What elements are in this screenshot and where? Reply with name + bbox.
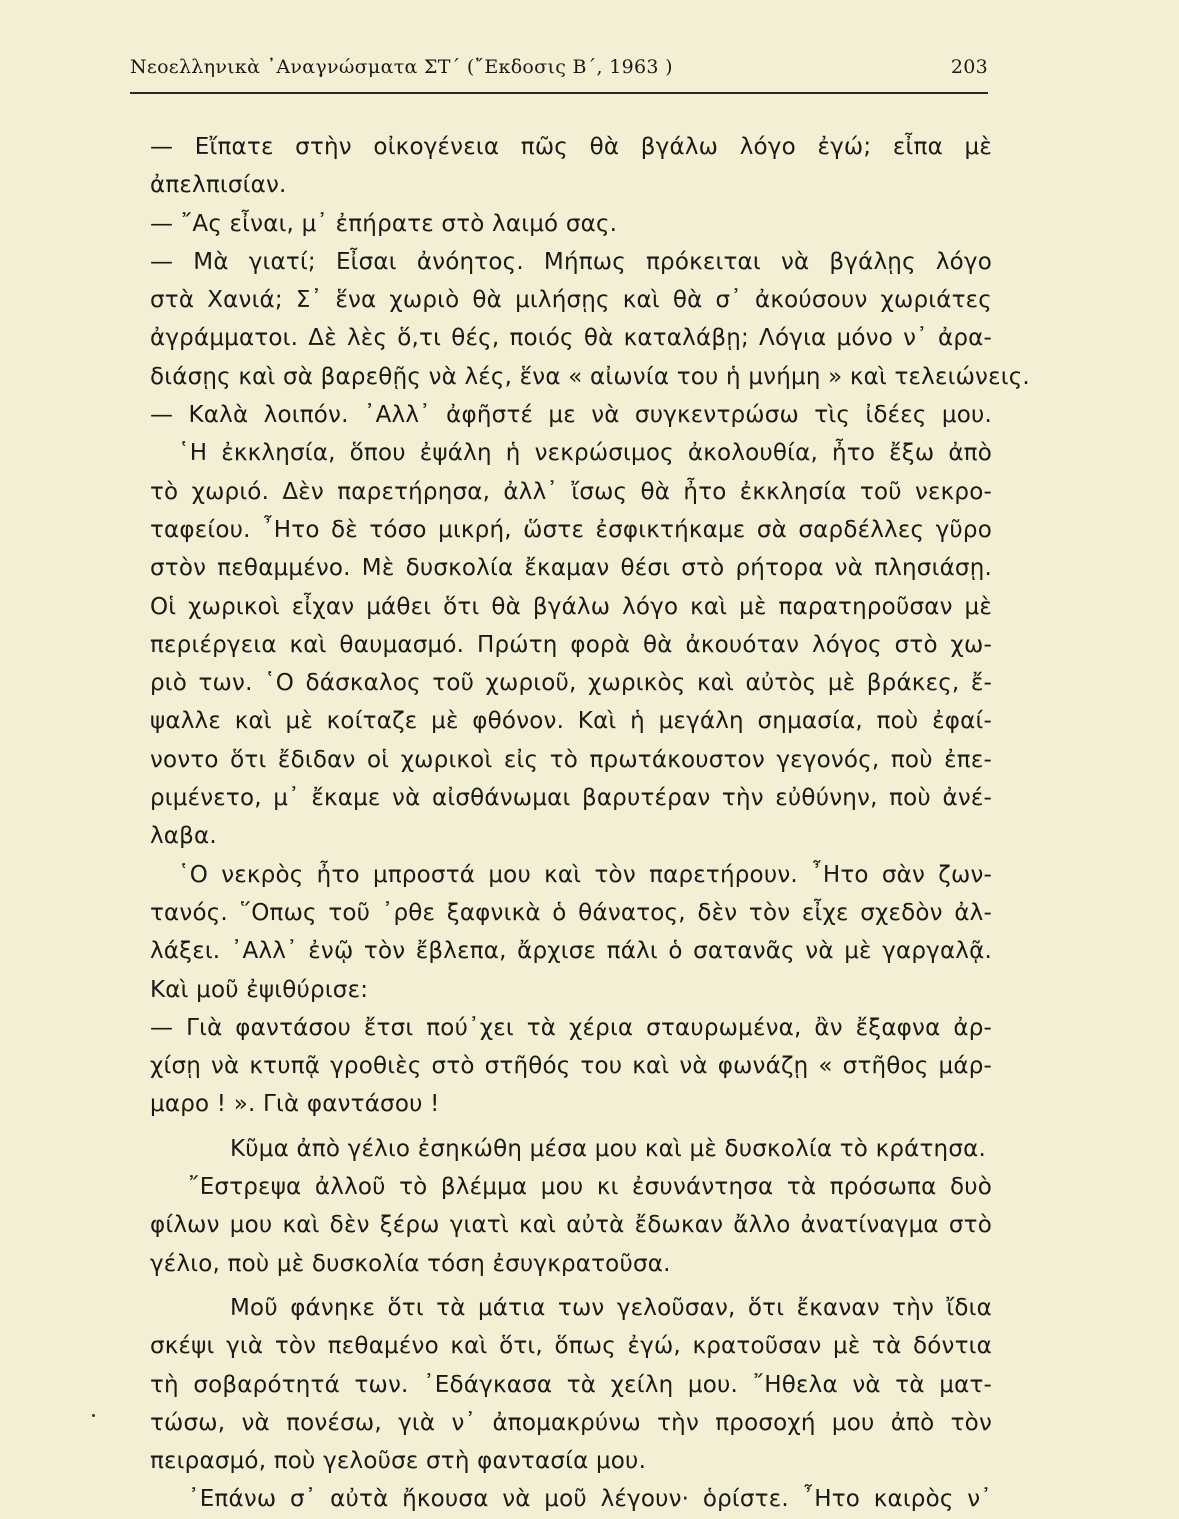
header-title: Νεοελληνικὰ ᾿Αναγνώσματα ΣΤ΄ (῎Εκδοσις Β΄, 1963 ) (130, 56, 673, 78)
text-line: τώσω, νὰ πονέσω, γιὰ ν᾿ ἀπομακρύνω τὴν προσοχή μου ἀπὸ τὸν (150, 1409, 992, 1436)
text-line: — Γιὰ φαντάσου ἔτσι πού᾿χει τὰ χέρια σταυρωμένα, ἂν ἔξαφνα ἀρ- (150, 1014, 992, 1041)
text-line: Κῦμα ἀπὸ γέλιο ἐσηκώθη μέσα μου καὶ μὲ δυσκολία τὸ κράτησα. (230, 1135, 986, 1162)
text-line: Μοῦ φάνηκε ὅτι τὰ μάτια των γελοῦσαν, ὅτι ἔκαναν τὴν ἴδια (230, 1294, 992, 1321)
text-line: τὴ σοβαρότητά των. ᾿Εδάγκασα τὰ χείλη μου. ῎Ηθελα νὰ τὰ ματ- (150, 1371, 992, 1398)
text-line: — Εἴπατε στὴν οἰκογένεια πῶς θὰ βγάλω λόγο ἐγώ; εἶπα μὲ (150, 134, 992, 160)
text-line: σκέψι γιὰ τὸν πεθαμένο καὶ ὅτι, ὅπως ἐγώ, κρατοῦσαν μὲ τὰ δόντια (150, 1333, 992, 1360)
text-line: ῾Ο νεκρὸς ἦτο μπροστά μου καὶ τὸν παρετήρουν. ῏Ητο σὰν ζων- (178, 861, 992, 888)
text-line: ριμένετο, μ᾿ ἔκαμε νὰ αἰσθάνωμαι βαρυτέραν τὴν εὐθύνην, ποὺ ἀνέ- (150, 785, 992, 812)
text-line: ριὸ των. ῾Ο δάσκαλος τοῦ χωριοῦ, χωρικὸς καὶ αὐτὸς μὲ βράκες, ἔ- (150, 670, 992, 697)
text-line: ἀπελπισίαν. (150, 172, 287, 199)
text-line: ῎Εστρεψα ἀλλοῦ τὸ βλέμμα μου κι ἐσυνάντησα τὰ πρόσωπα δυὸ (188, 1174, 992, 1201)
text-line: περιέργεια καὶ θαυμασμό. Πρώτη φορὰ θὰ ἀκουόταν λόγος στὸ χω- (150, 631, 992, 658)
text-line: — ῎Ας εἶναι, μ᾿ ἐπήρατε στὸ λαιμό σας. (150, 210, 618, 237)
text-line: Καὶ μοῦ ἐψιθύρισε: (150, 976, 369, 1003)
text-line: χίσῃ νὰ κτυπᾷ γροθιὲς στὸ στῆθός του καὶ νὰ φωνάζῃ « στῆθος μάρ- (150, 1053, 992, 1080)
running-header (130, 56, 988, 86)
text-line: φίλων μου καὶ δὲν ξέρω γιατὶ καὶ αὐτὰ ἔδωκαν ἄλλο ἀνατίναγμα στὸ (150, 1212, 992, 1239)
text-line: νοντο ὅτι ἔδιδαν οἱ χωρικοὶ εἰς τὸ πρωτάκουστον γεγονός, ποὺ ἐπε- (150, 746, 992, 773)
text-line: τανός. ῞Οπως τοῦ ᾿ρθε ξαφνικὰ ὁ θάνατος, δὲν τὸν εἶχε σχεδὸν ἀλ- (150, 899, 992, 926)
page-number: 203 (950, 56, 988, 78)
text-line: στὸν πεθαμμένο. Μὲ δυσκολία ἔκαμαν θέσι στὸ ρήτορα νὰ πλησιάσῃ. (150, 555, 992, 582)
text-line: γέλιο, ποὺ μὲ δυσκολία τόση ἐσυγκρατοῦσα. (150, 1250, 671, 1277)
text-line: ἀγράμματοι. Δὲ λὲς ὅ,τι θές, ποιός θὰ καταλάβῃ; Λόγια μόνο ν᾿ ἀρα- (150, 325, 992, 352)
text-line: ῾Η ἐκκλησία, ὅπου ἐψάλη ἡ νεκρώσιμος ἀκολουθία, ἦτο ἔξω ἀπὸ (178, 440, 992, 467)
text-line: ταφείου. ῏Ητο δὲ τόσο μικρή, ὥστε ἐσφικτήκαμε σὰ σαρδέλλες γῦρο (150, 516, 992, 543)
text-line: — Καλὰ λοιπόν. ᾿Αλλ᾿ ἀφῆστέ με νὰ συγκεντρώσω τὶς ἰδέες μου. (150, 402, 992, 429)
text-line: ψαλλε καὶ μὲ κοίταζε μὲ φθόνον. Καὶ ἡ μεγάλη σημασία, ποὺ ἐφαί- (150, 708, 992, 735)
text-line: λάξει. ᾿Αλλ᾿ ἐνῷ τὸν ἔβλεπα, ἄρχισε πάλι ὁ σατανᾶς νὰ μὲ γαργαλᾷ. (150, 938, 992, 965)
header-rule (130, 92, 988, 94)
paper-speck (92, 1414, 95, 1417)
text-line: — Μὰ γιατί; Εἶσαι ἀνόητος. Μήπως πρόκειται νὰ βγάλῃς λόγο (150, 248, 992, 275)
text-line: λαβα. (150, 823, 217, 850)
text-body (150, 128, 1030, 1519)
text-line: στὰ Χανιά; Σ᾿ ἕνα χωριὸ θὰ μιλήσῃς καὶ θὰ σ᾿ ἀκούσουν χωριάτες (150, 287, 992, 314)
text-line: διάσῃς καὶ σὰ βαρεθῇς νὰ λές, ἕνα « αἰωνία του ἡ μνήμη » καὶ τελειώνεις. (150, 363, 1030, 390)
text-line: πειρασμό, ποὺ γελοῦσε στὴ φαντασία μου. (150, 1448, 647, 1475)
text-line: μαρο ! ». Γιὰ φαντάσου ! (150, 1091, 440, 1118)
text-line: ᾿Επάνω σ᾿ αὐτὰ ἤκουσα νὰ μοῦ λέγουν· ὁρίστε. ῏Ητο καιρὸς ν᾿ (188, 1486, 992, 1513)
text-line: τὸ χωριό. Δὲν παρετήρησα, ἀλλ᾿ ἴσως θὰ ἦτο ἐκκλησία τοῦ νεκρο- (150, 478, 992, 505)
text-line: Οἱ χωρικοὶ εἶχαν μάθει ὅτι θὰ βγάλω λόγο καὶ μὲ παρατηροῦσαν μὲ (150, 593, 992, 620)
